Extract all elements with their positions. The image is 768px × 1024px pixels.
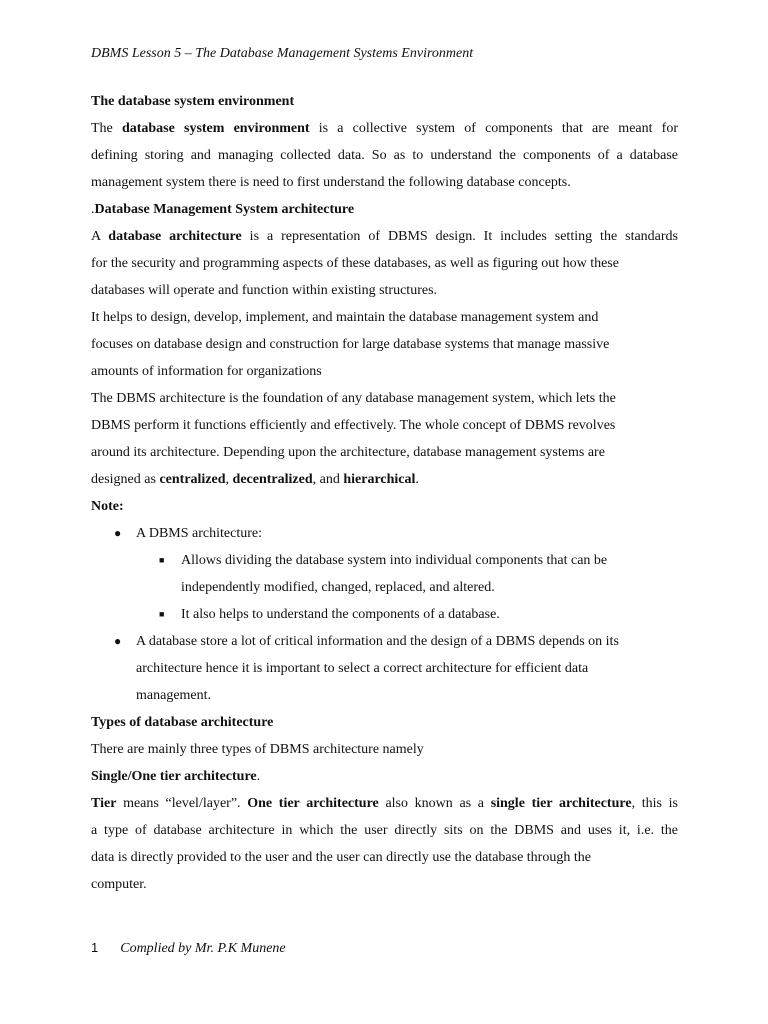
sub-list-item-continued: independently modified, changed, replaced, and altered.: [181, 580, 495, 595]
list-item-continued: architecture hence it is important to select a correct architecture for efficient data: [136, 661, 589, 676]
paragraph-line: DBMS perform it functions efficiently and effectively. The whole concept of DBMS revolves: [91, 418, 616, 433]
paragraph-line: data is directly provided to the user and the user can directly use the database through the: [91, 850, 591, 865]
paragraph-line: around its architecture. Depending upon the architecture, database management systems are: [91, 445, 605, 460]
bullet-dot-icon: ●: [114, 526, 122, 540]
paragraph-line: amounts of information for organizations: [91, 364, 322, 379]
footer-credit: Complied by Mr. P.K Munene: [120, 941, 286, 956]
paragraph-line: databases will operate and function within existing structures.: [91, 283, 438, 298]
page-footer: [91, 940, 286, 957]
paragraph-line: Tier means “level/layer”. One tier architecture also known as a single tier architecture, this is: [91, 796, 678, 811]
bullet-square-icon: ■: [159, 609, 165, 619]
sub-list-item: ■ It also helps to understand the components of a database.: [91, 601, 678, 628]
bullet-dot-icon: ●: [114, 634, 122, 648]
paragraph-line: designed as centralized, decentralized, and hierarchical.: [91, 472, 419, 487]
page-number: 1: [91, 940, 99, 955]
paragraph-line: defining storing and managing collected data. So as to understand the components of a database: [91, 148, 678, 163]
paragraph-line: There are mainly three types of DBMS architecture namely: [91, 742, 424, 757]
section-heading-environment: The database system environment: [91, 94, 295, 109]
sub-list-item: ■ Allows dividing the database system into individual components that can be: [91, 547, 678, 574]
section-heading-types: Types of database architecture: [91, 715, 274, 730]
paragraph-line: computer.: [91, 877, 147, 892]
document-body: [91, 88, 678, 898]
paragraph-line: for the security and programming aspects of these databases, as well as figuring out how these: [91, 256, 619, 271]
paragraph-line: a type of database architecture in which the user directly sits on the DBMS and uses it, i.e. the: [91, 823, 678, 838]
list-item: ● A DBMS architecture:: [91, 520, 678, 547]
paragraph-line: The database system environment is a collective system of components that are meant for: [91, 121, 678, 136]
sub-heading-single-tier: Single/One tier architecture.: [91, 769, 261, 784]
page-header: DBMS Lesson 5 – The Database Management Systems Environment: [91, 46, 474, 61]
paragraph-line: It helps to design, develop, implement, and maintain the database management system and: [91, 310, 599, 325]
bullet-square-icon: ■: [159, 555, 165, 565]
section-heading-architecture: .Database Management System architecture: [91, 202, 355, 217]
paragraph-line: focuses on database design and construction for large database systems that manage massive: [91, 337, 610, 352]
paragraph-line: A database architecture is a representation of DBMS design. It includes setting the standards: [91, 229, 678, 244]
note-label: Note:: [91, 499, 124, 514]
paragraph-line: The DBMS architecture is the foundation of any database management system, which lets the: [91, 391, 616, 406]
list-item: ● A database store a lot of critical information and the design of a DBMS depends on its: [91, 628, 678, 655]
paragraph-line: management system there is need to first understand the following database concepts.: [91, 175, 571, 190]
list-item-continued: management.: [136, 688, 212, 703]
